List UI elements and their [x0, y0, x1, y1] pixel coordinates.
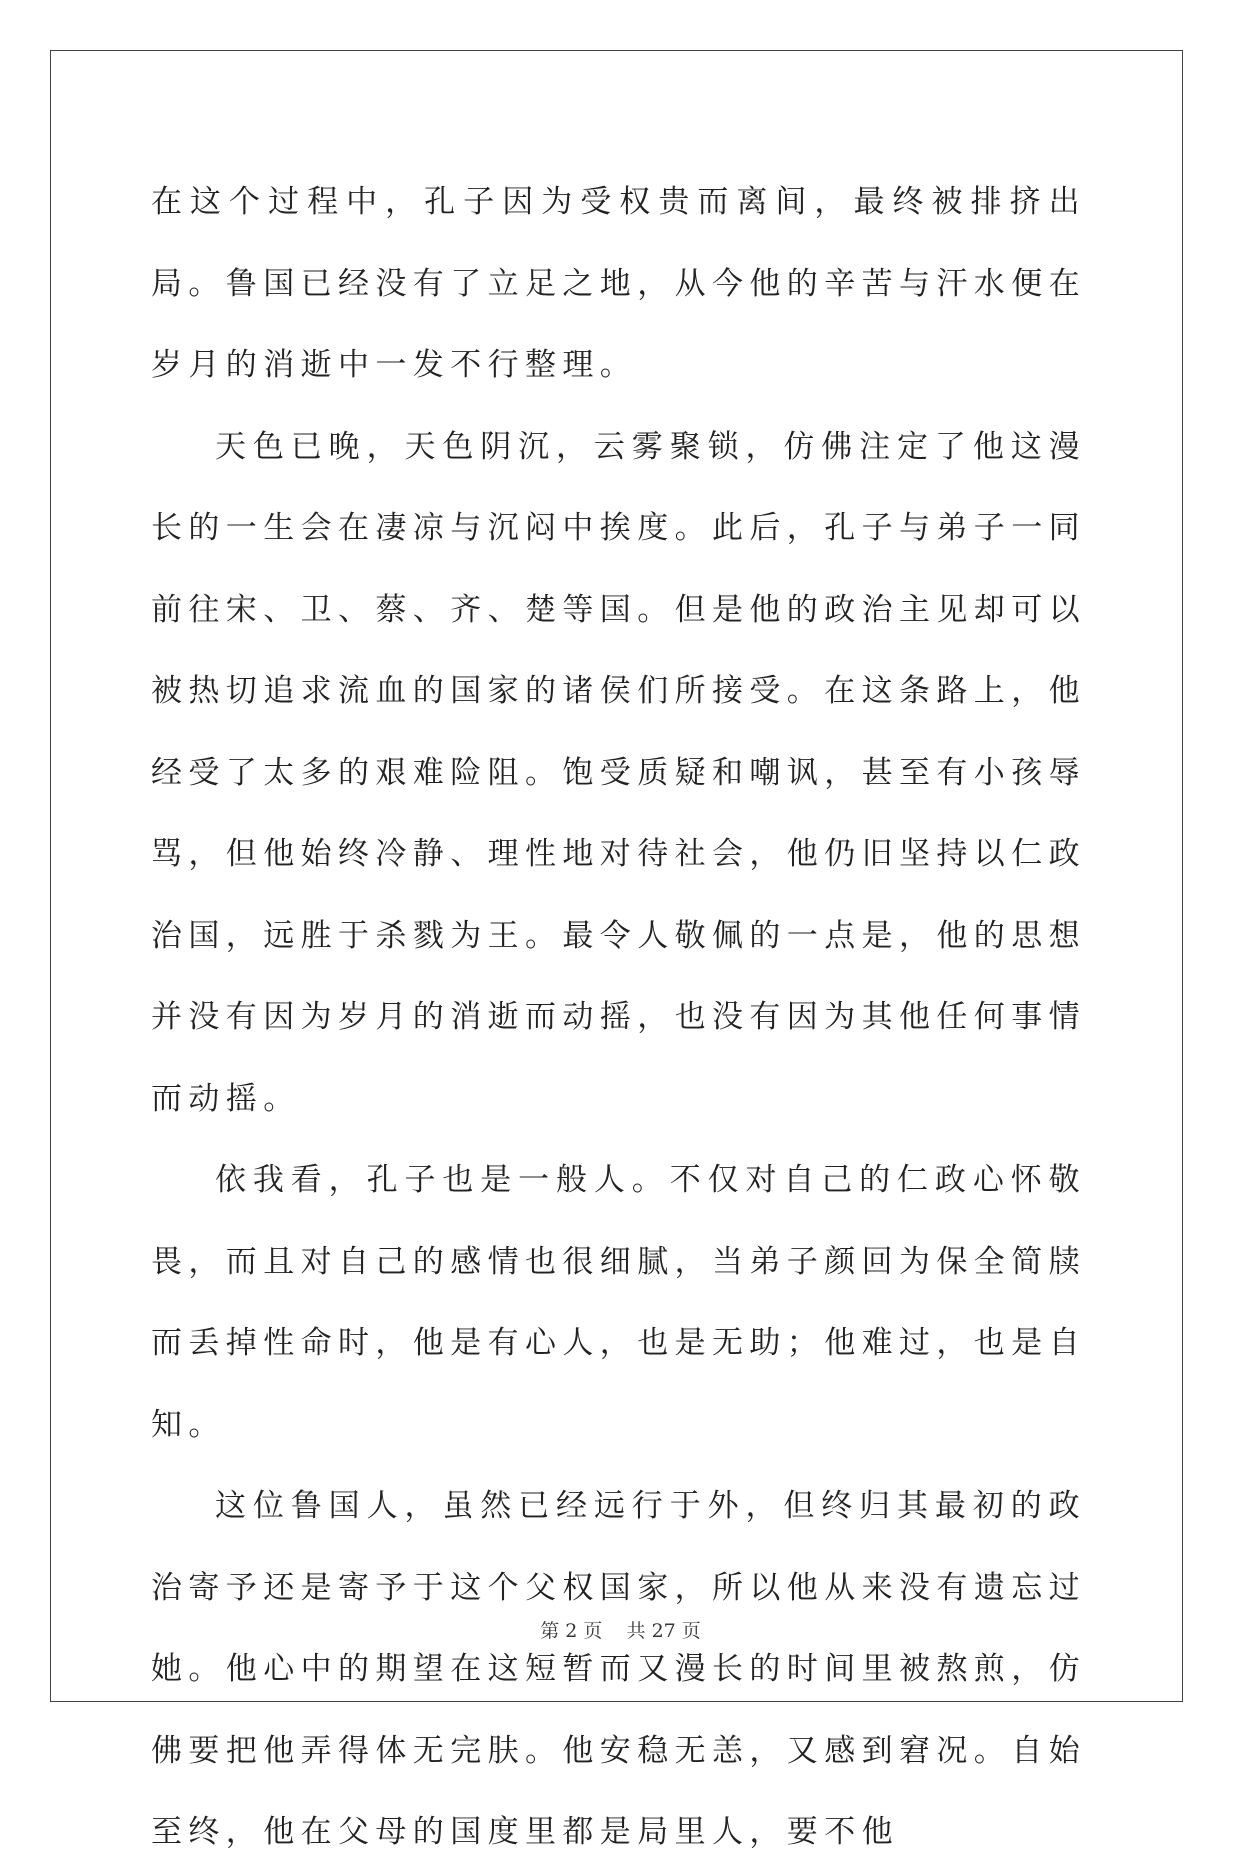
paragraph-1: 在这个过程中，孔子因为受权贵而离间，最终被排挤出局。鲁国已经没有了立足之地，从今他的辛苦与汗水便在岁月的消逝中一发不行整理。 — [151, 184, 1086, 383]
paragraph-2: 天色已晚，天色阴沉，云雾聚锁，仿佛注定了他这漫长的一生会在凄凉与沉闷中挨度。此后，孔子与弟子一同前往宋、卫、蔡、齐、楚等国。但是他的政治主见却可以被热切追求流血的国家的诸侯们所接受。在这条路上，他经受了太多的艰难险阻。饱受质疑和嘲讽，甚至有小孩辱骂，但他始终冷静、理性地对待社会，他仍旧坚持以仁政治国，远胜于杀戮为王。最令人敬佩的一点是，他的思想并没有因为岁月的消逝而动摇，也没有因为其他任何事情而动摇。 — [151, 428, 1086, 1117]
paragraph-4: 这位鲁国人，虽然已经远行于外，但终归其最初的政治寄予还是寄予于这个父权国家，所以他从来没有遗忘过她。他心中的期望在这短暂而又漫长的时间里被熬煎，仿佛要把他弄得体无完肤。他安稳无恙，又感到窘况。自始至终，他在父母的国度里都是局里人，要不他 — [151, 1488, 1086, 1850]
paragraph-3: 依我看，孔子也是一般人。不仅对自己的仁政心怀敬畏，而且对自己的感情也很细腻，当弟子颜回为保全简牍而丢掉性命时，他是有心人，也是无助；他难过，也是自知。 — [151, 1162, 1086, 1443]
page-number-footer: 第 2 页 共 27 页 — [540, 1620, 701, 1642]
